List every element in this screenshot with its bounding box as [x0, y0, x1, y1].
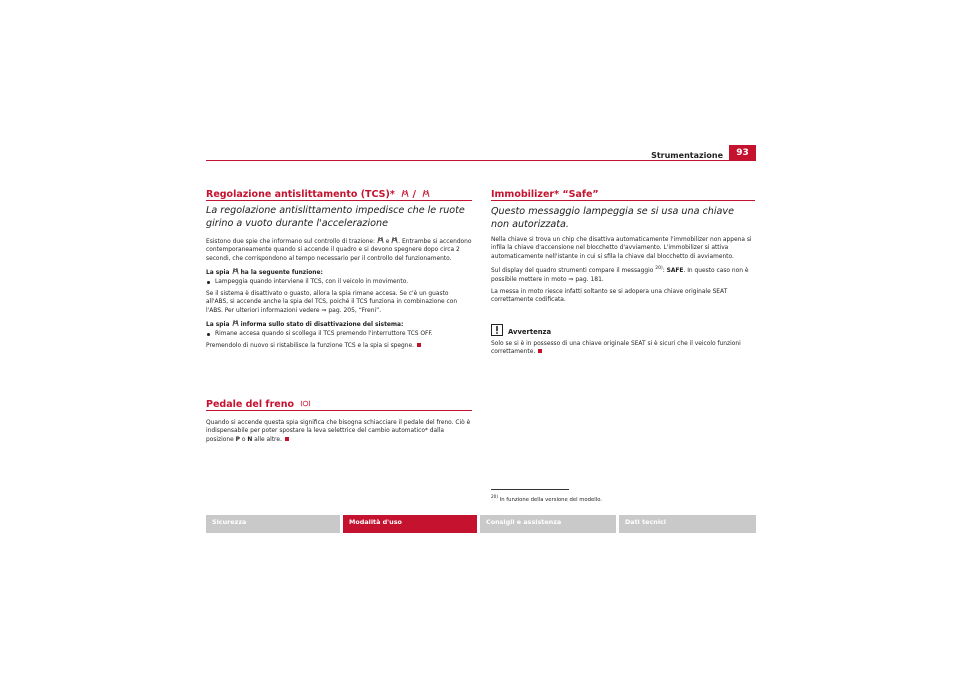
- page-number: 93: [729, 145, 756, 161]
- brake-heading-rule: [206, 410, 472, 411]
- tcs-spia1-a: La spia: [206, 270, 232, 277]
- immo-heading-rule: [491, 200, 755, 201]
- brake-n-position: N: [247, 436, 253, 443]
- immo-p2-ref[interactable]: ⇒ pag. 181.: [568, 275, 604, 283]
- warning-text-body: Solo se si è in possesso di una chiave originale SEAT si è sicuri che il veicolo funzioni correttamente.: [491, 341, 741, 356]
- tcs-p2-text: Se il sistema è disattivato o guasto, allora la spia rimane accesa. Se c'è un guasto all'ABS, si accende anche la spia del TCS, poiché il TCS funziona in combinazione con l'ABS. Per ulteriori informazioni vedere: [206, 291, 458, 314]
- tcs-heading-sep: /: [412, 189, 416, 200]
- tcs-off-icon-inline-2: [232, 319, 239, 327]
- immo-heading: Immobilizer* “Safe”: [491, 189, 599, 200]
- immo-safe-message: SAFE: [666, 268, 684, 275]
- immo-p2-b: :: [662, 268, 667, 275]
- bullet-dot: [207, 281, 210, 284]
- warning-title: Avvertenza: [508, 328, 552, 336]
- footnote: [491, 494, 602, 503]
- footer-tab-modalita-uso[interactable]: Modalità d'uso: [343, 515, 477, 533]
- tcs-subtitle: La regolazione antislittamento impedisce che le ruote girino a vuoto durante l'accelerazione: [206, 205, 465, 229]
- tcs-warning-icon: [401, 189, 409, 198]
- tcs-heading-text: Regolazione antislittamento (TCS)*: [206, 189, 395, 200]
- immo-footnote-ref[interactable]: 20): [655, 266, 663, 272]
- footnote-number: 20): [491, 494, 498, 499]
- section-end-mark: [285, 437, 289, 441]
- brake-heading: [206, 399, 311, 410]
- tcs-spia1-line: [206, 267, 472, 277]
- brake-p1-end: alle altre.: [252, 436, 282, 443]
- tcs-body: [206, 236, 472, 350]
- immo-subtitle: Questo messaggio lampeggia se si usa una chiave non autorizzata.: [491, 206, 734, 230]
- note-icon: [491, 324, 503, 336]
- tcs-spia2-b: informa sullo stato di disattivazione del sistema:: [238, 322, 404, 329]
- footer-tab-dati-tecnici[interactable]: Dati tecnici: [619, 515, 756, 533]
- immo-paragraph-1: Nella chiave si trova un chip che disattiva automaticamente l'immobilizer non appena si infila la chiave d'accensione nel blocchetto d'avviamento. L'immobilizer si attiva automaticamente nell'istante in cui si sfila la chiave dal blocchetto di avviamento.: [491, 237, 752, 260]
- immo-p2-a: Sul display del quadro strumenti compare il messaggio: [491, 268, 656, 275]
- header-rule: [206, 160, 729, 161]
- tcs-warning-icon-inline: [377, 236, 384, 244]
- tcs-spia2-a: La spia: [206, 322, 232, 329]
- immo-p2-c: . In questo caso non è possibile mettere in moto: [491, 268, 749, 283]
- tcs-off-icon: [422, 189, 430, 198]
- tcs-warning-icon-inline-2: [232, 267, 239, 275]
- tcs-spia1-b: ha la seguente funzione:: [238, 270, 323, 277]
- section-end-mark: [417, 343, 421, 347]
- tcs-bullet-1-text: Lampeggia quando interviene il TCS, con il veicolo in movimento.: [215, 278, 409, 285]
- footnote-rule: [491, 489, 569, 490]
- footer-tab-sicurezza[interactable]: Sicurezza: [206, 515, 340, 533]
- tcs-p1-and: e: [383, 239, 392, 245]
- tcs-paragraph-1: [206, 236, 472, 263]
- tcs-p3-text: Premendolo di nuovo si ristabilisce la funzione TCS e la spia si spegne.: [206, 343, 414, 350]
- brake-p1-text: Quando si accende questa spia significa che bisogna schiacciare il pedale del freno. Ciò è indispensabile per poter spostare la leva selettrice del cambio automatico* dalla posizione: [206, 420, 471, 443]
- brake-paragraph: [206, 419, 472, 444]
- immo-body: [491, 236, 755, 305]
- immo-paragraph-2: [491, 265, 755, 284]
- footnote-text: In funzione della versione del modello.: [499, 496, 603, 503]
- tcs-p1-rest: . Entrambe si accendono contemporaneamente quando si accende il quadro e si devono spegnere dopo circa 2 secondi, che corrispondono al tempo necessario per il controllo del funzionamento.: [206, 239, 472, 262]
- tcs-bullet-2-text: Rimane accesa quando si scollega il TCS premendo l'interruttore TCS OFF.: [215, 330, 433, 337]
- tcs-heading-rule: [206, 200, 472, 201]
- tcs-bullet-2: [206, 330, 472, 338]
- section-title: Strumentazione: [651, 151, 723, 160]
- footer-tab-consigli-assistenza[interactable]: Consigli e assistenza: [480, 515, 616, 533]
- tcs-p1-text: Esistono due spie che informano sul controllo di trazione:: [206, 239, 377, 245]
- brake-pedal-icon: [300, 399, 311, 408]
- immo-paragraph-3: La messa in moto riesce infatti soltanto se si adopera una chiave originale SEAT correttamente codificata.: [491, 289, 728, 304]
- tcs-heading: [206, 189, 430, 200]
- warning-text: [491, 340, 755, 357]
- brake-heading-text: Pedale del freno: [206, 399, 294, 410]
- tcs-bullet-1: [206, 278, 472, 286]
- section-end-mark: [538, 349, 542, 353]
- tcs-spia2-line: [206, 319, 472, 329]
- tcs-paragraph-3: [206, 342, 472, 350]
- brake-p1-o: o: [239, 436, 248, 443]
- tcs-p2-ref[interactable]: ⇒ pag. 205, “Freni”.: [321, 306, 382, 314]
- bullet-dot: [207, 333, 210, 336]
- brake-p-position: P: [235, 436, 240, 443]
- tcs-paragraph-2: [206, 290, 472, 315]
